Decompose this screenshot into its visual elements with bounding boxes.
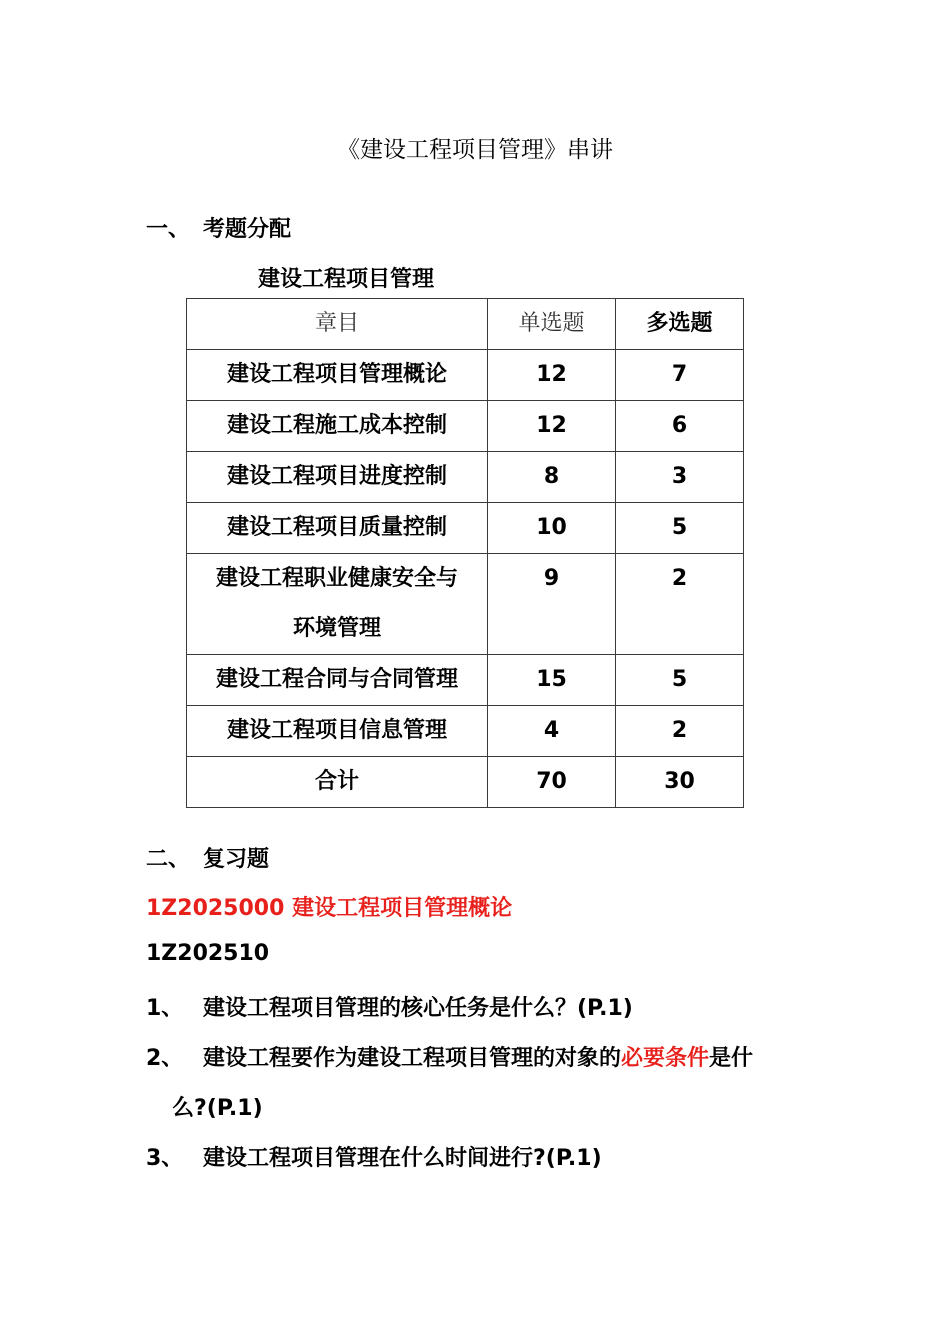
section-1-heading (146, 212, 291, 243)
multi-count-cell: 2 (616, 706, 744, 757)
section-2-title: 复习题 (203, 847, 270, 872)
question-3 (146, 1141, 602, 1172)
single-count-cell: 12 (488, 401, 616, 452)
table-row (187, 452, 744, 503)
question-text-highlight: 必要条件 (621, 1046, 710, 1071)
multi-count-cell: 2 (616, 554, 744, 655)
table-total-row (187, 757, 744, 808)
sub-code: 1Z202510 (146, 941, 270, 966)
single-count-cell: 8 (488, 452, 616, 503)
chapter-cell: 建设工程项目进度控制 (187, 452, 488, 503)
chapter-cell: 建设工程项目质量控制 (187, 503, 488, 554)
total-multi-cell: 30 (616, 757, 744, 808)
single-count-cell: 10 (488, 503, 616, 554)
multi-count-cell: 5 (616, 655, 744, 706)
document-title: 《建设工程项目管理》串讲 (337, 137, 613, 163)
chapter-cell: 建设工程施工成本控制 (187, 401, 488, 452)
multi-count-cell: 6 (616, 401, 744, 452)
table-caption: 建设工程项目管理 (258, 267, 435, 292)
chapter-line-2: 环境管理 (292, 616, 381, 641)
single-count-cell: 4 (488, 706, 616, 757)
table-row (187, 655, 744, 706)
table-row (187, 350, 744, 401)
multi-count-cell: 3 (616, 452, 744, 503)
question-2 (146, 1041, 753, 1072)
table-row (187, 554, 744, 655)
chapter-cell (187, 554, 488, 655)
chapter-cell: 建设工程项目信息管理 (187, 706, 488, 757)
section-2-heading (146, 842, 269, 873)
single-count-cell: 12 (488, 350, 616, 401)
single-count-cell: 15 (488, 655, 616, 706)
header-chapter: 章目 (187, 299, 488, 350)
exam-distribution-table (186, 298, 744, 808)
section-1-number: 一、 (146, 217, 191, 242)
table-row (187, 706, 744, 757)
chapter-line-1: 建设工程职业健康安全与 (215, 566, 458, 591)
total-single-cell: 70 (488, 757, 616, 808)
table-header-row (187, 299, 744, 350)
total-label-cell: 合计 (187, 757, 488, 808)
chapter-cell: 建设工程合同与合同管理 (187, 655, 488, 706)
chapter-cell: 建设工程项目管理概论 (187, 350, 488, 401)
table-row (187, 401, 744, 452)
chapter-heading-red: 1Z2025000 建设工程项目管理概论 (146, 896, 513, 921)
question-number: 2、 (146, 1046, 184, 1071)
question-number: 3、 (146, 1146, 184, 1171)
question-text-part-2: 是什 (709, 1046, 754, 1071)
section-1-title: 考题分配 (203, 217, 292, 242)
single-count-cell: 9 (488, 554, 616, 655)
multi-count-cell: 5 (616, 503, 744, 554)
header-single-choice: 单选题 (488, 299, 616, 350)
question-text: 建设工程项目管理在什么时间进行?(P.1) (203, 1146, 602, 1171)
section-2-number: 二、 (146, 847, 191, 872)
table-row (187, 503, 744, 554)
question-text: 建设工程项目管理的核心任务是什么？(P.1) (203, 996, 633, 1021)
question-text-part-1: 建设工程要作为建设工程项目管理的对象的 (203, 1046, 622, 1071)
question-number: 1、 (146, 996, 184, 1021)
question-2-line-2: 么?(P.1) (172, 1096, 263, 1121)
header-multiple-choice: 多选题 (616, 299, 744, 350)
question-1 (146, 991, 633, 1022)
multi-count-cell: 7 (616, 350, 744, 401)
